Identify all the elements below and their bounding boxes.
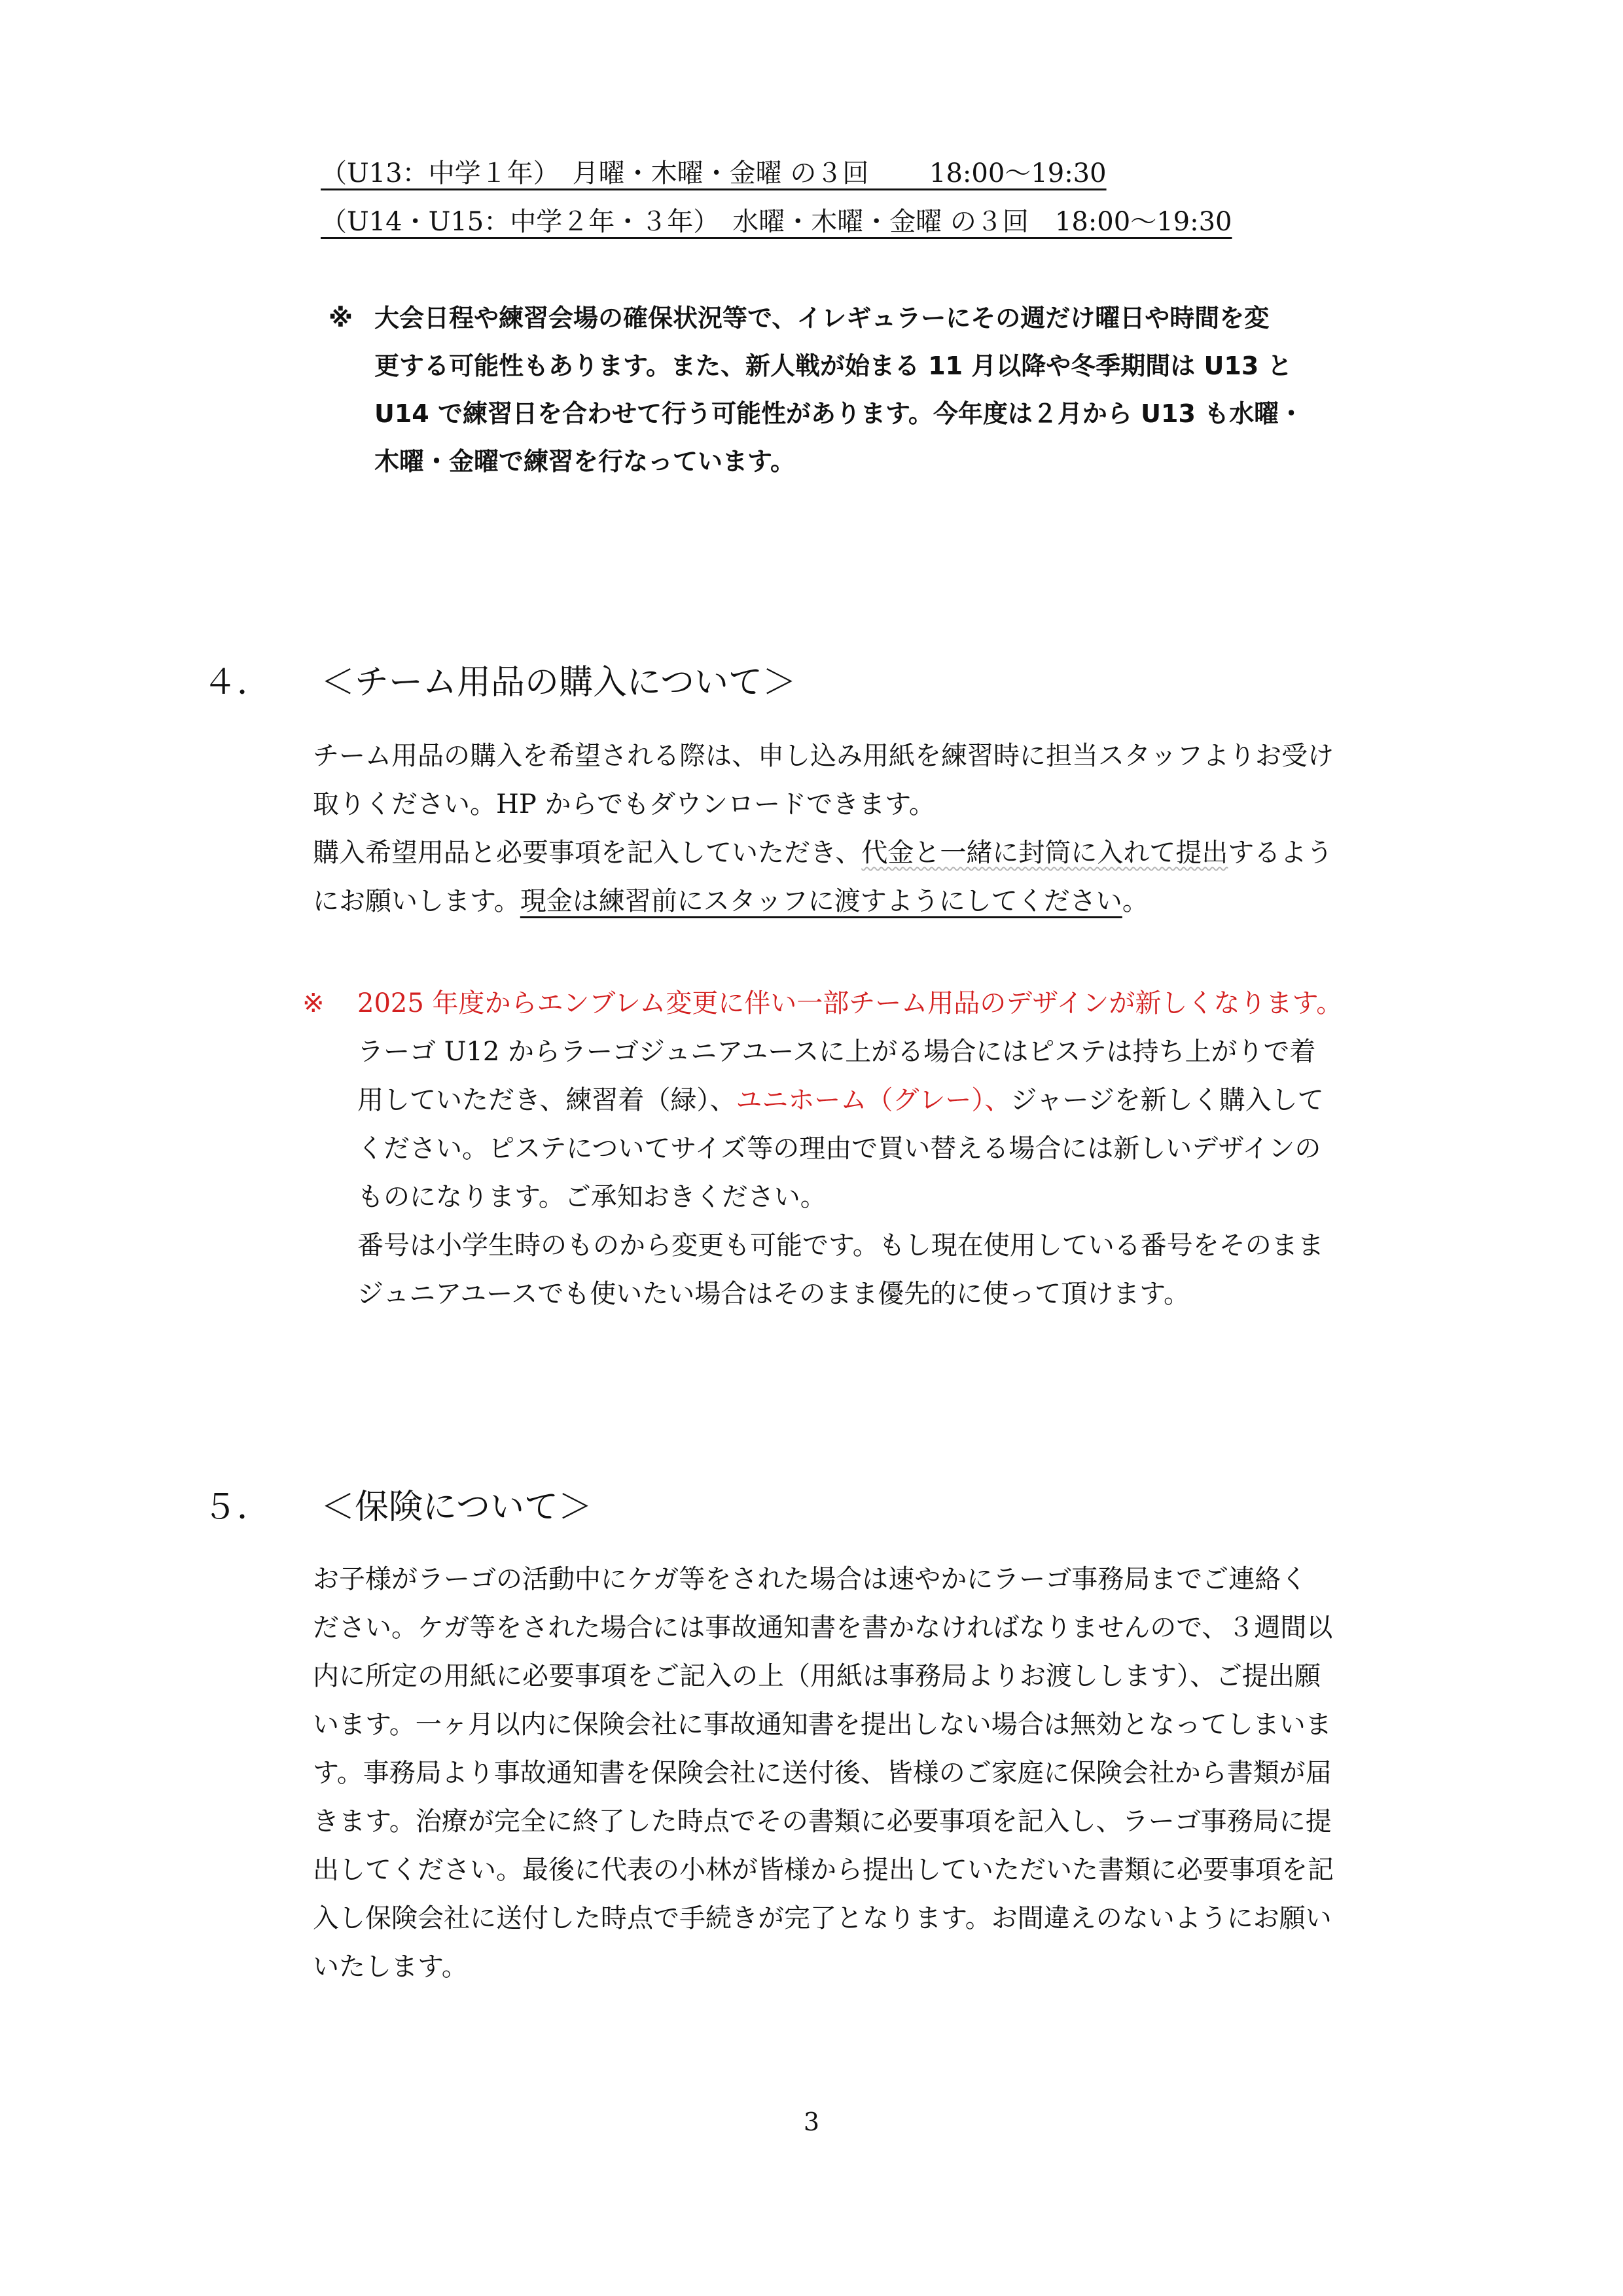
note-line: U14 で練習日を合わせて行う可能性があります。今年度は２月から U13 も水曜・ — [374, 399, 1304, 428]
note-line: ジュニアユースでも使いたい場合はそのまま優先的に使って頂けます。 — [357, 1279, 1190, 1309]
note-line: 木曜・金曜で練習を行なっています。 — [374, 447, 795, 476]
section-5-title: ＜保険について＞ — [321, 1488, 592, 1527]
section-4-body — [313, 732, 1334, 925]
note-mark: ※ — [302, 988, 325, 1018]
note-line: ください。ピステについてサイズ等の理由で買い替える場合には新しいデザインの — [357, 1134, 1321, 1164]
section-5-body — [313, 1555, 1334, 1991]
section-4-note — [302, 979, 1454, 1319]
note-line: ものになります。ご承知おきください。 — [357, 1182, 827, 1212]
schedule-u13: （U13：中学１年） 月曜・木曜・金曜 の３回 18:00〜19:30 — [321, 158, 1107, 188]
note-line: ラーゴ U12 からラーゴジュニアユースに上がる場合にはピステは持ち上がりで着 — [357, 1037, 1316, 1067]
underlined-text: 代金と一緒に封筒に入れて提出 — [861, 838, 1228, 868]
practice-schedule — [321, 149, 1232, 246]
paragraph-line: 取りください。HP からでもダウンロードできます。 — [313, 789, 935, 819]
note-line — [357, 1076, 1342, 1124]
paragraph-line: チーム用品の購入を希望される際は、申し込み用紙を練習時に担当スタッフよりお受け — [313, 741, 1334, 771]
paragraph-line: お子様がラーゴの活動中にケガ等をされた場合は速やかにラーゴ事務局までご連絡く — [313, 1564, 1308, 1594]
paragraph-line: きます。治療が完全に終了した時点でその書類に必要事項を記入し、ラーゴ事務局に提 — [313, 1806, 1332, 1837]
emblem-change-notice: 2025 年度からエンブレム変更に伴い一部チーム用品のデザインが新しくなります。 — [357, 988, 1343, 1018]
note-line: 大会日程や練習会場の確保状況等で、イレギュラーにその週だけ曜日や時間を変 — [374, 304, 1270, 332]
section-4-title: ＜チーム用品の購入について＞ — [321, 663, 796, 702]
text-segment: ジャージを新しく購入して — [1010, 1085, 1324, 1115]
uniform-highlight: ユニホーム（グレー）、 — [736, 1085, 1011, 1115]
note-mark: ※ — [329, 304, 353, 332]
page-number: 3 — [803, 2108, 820, 2136]
schedule-note — [329, 295, 1454, 491]
text-segment: 購入希望用品と必要事項を記入していただき、 — [313, 838, 862, 868]
section-5-heading — [203, 1484, 1250, 1530]
paragraph-line — [313, 877, 1334, 925]
underlined-text: 現金は練習前にスタッフに渡すようにしてください — [520, 886, 1122, 916]
paragraph-line: いたします。 — [313, 1952, 468, 1982]
section-4-heading — [203, 660, 1250, 706]
paragraph-line: います。一ヶ月以内に保険会社に事故通知書を提出しない場合は無効となってしまいま — [313, 1710, 1332, 1740]
paragraph-line: 入し保険会社に送付した時点で手続きが完了となります。お間違えのないようにお願い — [313, 1903, 1332, 1933]
paragraph-line: す。事務局より事故通知書を保険会社に送付後、皆様のご家庭に保険会社から書類が届 — [313, 1758, 1332, 1788]
text-segment: 用していただき、練習着（緑）、 — [357, 1085, 736, 1115]
paragraph-line: ださい。ケガ等をされた場合には事故通知書を書かなければなりませんので、３週間以 — [313, 1613, 1333, 1643]
section-4-number: ４． — [203, 663, 272, 702]
text-segment: 。 — [1122, 886, 1149, 916]
schedule-note-text — [374, 295, 1304, 486]
note-line: 番号は小学生時のものから変更も可能です。もし現在使用している番号をそのまま — [357, 1230, 1324, 1261]
text-segment: するよう — [1228, 838, 1333, 868]
paragraph-line: 内に所定の用紙に必要事項をご記入の上（用紙は事務局よりお渡しします）、ご提出願 — [313, 1661, 1321, 1691]
text-segment: にお願いします。 — [313, 886, 520, 916]
section-5-number: ５． — [203, 1488, 272, 1527]
section-4-note-text — [357, 979, 1342, 1318]
paragraph-line — [313, 829, 1334, 877]
schedule-u14-u15: （U14・U15：中学２年・３年） 水曜・木曜・金曜 の３回 18:00〜19:30 — [321, 207, 1232, 237]
paragraph-line: 出してください。最後に代表の小林が皆様から提出していただいた書類に必要事項を記 — [313, 1855, 1334, 1885]
note-line: 更する可能性もあります。また、新人戦が始まる 11 月以降や冬季期間は U13 と — [374, 351, 1293, 380]
